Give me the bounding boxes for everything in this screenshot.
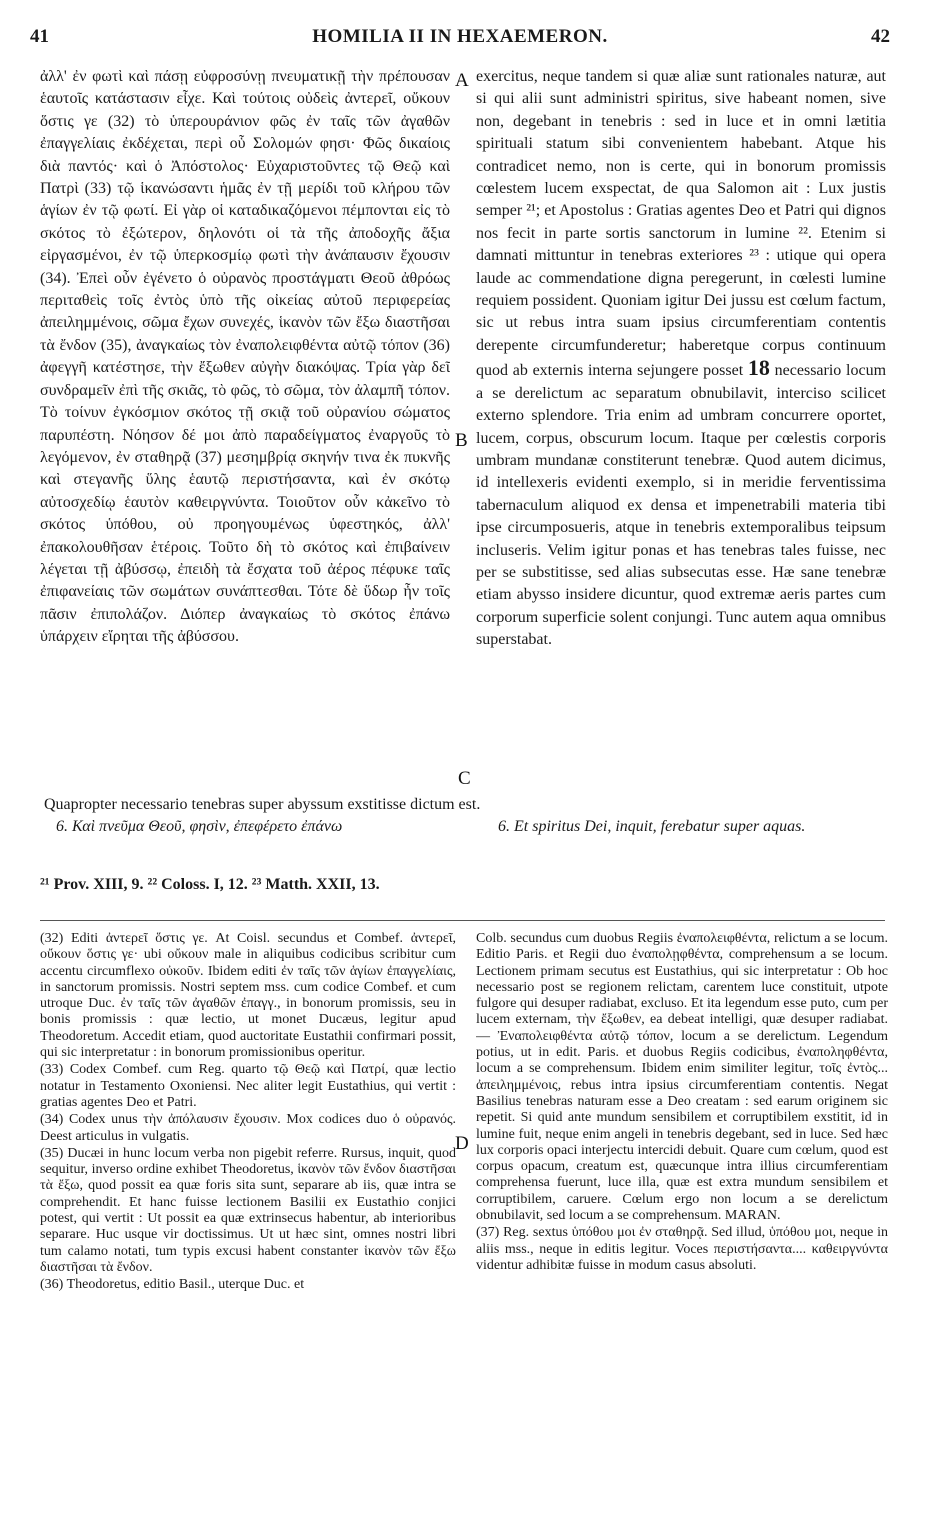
column-number-marker: 18 <box>747 355 770 381</box>
footnotes-right-column <box>476 931 888 1521</box>
footnotes-left-column <box>40 931 456 1521</box>
footnote: (32) Editi ἀντερεῖ ὅστις γε. At Coisl. secundus et Combef. ἀντερεῖ, οὔκουν ὅστις γε· ubi οὔκουν male in aliquibus codicibus scribitur cum accentu circumflexo οὐκοῦν. Ibidem editi ἐν ταῖς τῶν ἁγίων ἐπαγγελίαις, in sanctorum promissis. Nostri septem mss. cum codice Combef. et cum utroque Duc. ἐν ταῖς τῶν ἀγαθῶν ἐπαγγ., in bonorum promissis, seu in bonis promissis : quæ lectio, ut monet Ducæus, legitur apud Theodoretum. Accedit etiam, quod auctoritate Eustathii confirmari possit, qui sic interpretatur : in bonorum promissionibus operitur. <box>40 931 456 1061</box>
scripture-references: ²¹ Prov. XIII, 9. ²² Coloss. I, 12. ²³ Matth. XXII, 13. <box>40 876 380 893</box>
section-6-greek-text: 6. Καὶ πνεῦμα Θεοῦ, φησὶν, ἐπεφέρετο ἐπάνω <box>56 818 343 835</box>
latin-text-part-1: exercitus, neque tandem si quæ aliæ sunt rationales naturæ, aut si qui alii sunt administri spiritus, sive habeant nomen, sive non, degebant in tenebris : sed in luce et in omni lætitia spirituali statum sibi convenientem habebant. Atque his contradicet nemo, non is certe, qui in bonorum promissis cœlestem lucem exspectat, de qua Salomon ait : Lux justis semper ²¹; et Apostolus : Gratias agentes Deo et Patri qui dignos nos fecit in parte sortis sanctorum in lumine ²². Etenim si damnati mittuntur in tenebras exteriores ²³ : utique qui opera laude ac commendatione digna peregerunt, in cœlesti lumine requiem possident. Quoniam igitur Dei jussu est cœlum factum, sic ut rebus intra suam ipsius circumferentiam contentis derepente circumfunderetur; haberetque corpus continuum quod ab externis interna sejungere posset <box>476 68 886 380</box>
footnote-divider <box>40 920 885 921</box>
footnote: (33) Codex Combef. cum Reg. quarto τῷ Θεῷ καὶ Πατρί, quæ lectio notatur in Testamento Oxoniensi. Nec aliter legit Eustathius, qui vertit : gratias agentes Deo et Patri. <box>40 1062 456 1110</box>
footnote: (36) Theodoretus, editio Basil., uterque Duc. et <box>40 1277 305 1293</box>
margin-marker-a: A <box>455 70 469 91</box>
footnote: Colb. secundus cum duobus Regiis ἐναπολειφθέντα, relictum a se locum. Editio Paris. et Regii duo ἐναπολῃφθέντα, comprehensum a se locum. Lectionem primam secutus est Eustathius, qui sic interpretatur : Ob hoc necessario post se regionem relictam, carentem luce constituit, utpote fulgore qui desuper radiabat, excluso. Et ita legendum esse puto, cum per lucem externam, τὴν ἔξωθεν, ea debeat intelligi, quæ desuper radiabat. — Ἐναπολειφθέντα αὐτῷ τόπον, locum a se derelictum. Legendum potius, ut in edit. Paris. et duobus Regiis codicibus, ἐναποληφθέντα, locum a se comprehensum. Ibidem enim similiter legitur, τοῖς ἐντὸς... ἀπειλημμένοις, rebus intra ipsius circumferentiam contentis. Negat Basilius tenebras naturam esse a Deo creatam : sed earum originem sic repetit. Si quid ante mundum sensibilem et corruptibilem exstitit, id in lumine fuit, neque enim angeli in tenebris degebant, sed in luce. Sed hæc lux corporis opaci interjectu intercidi debuit. Quare cum cœlum, quod est corpus opacum, creatum est, quæcunque intra illius circumferentiam comprehensa fuerunt, luce illa, quæ est extra mundum sensibilem et corruptibilem, caruere. Cœlum ergo non locum a se derelictum obnubilavit, sed locum a se comprehensum. MARAN. <box>476 931 888 1224</box>
margin-marker-c: C <box>458 768 471 789</box>
greek-paragraph: ἀλλ' ἐν φωτὶ καὶ πάσῃ εὐφροσύνῃ πνευματικῇ τὴν πρέπουσαν ἑαυτοῖς κατάστασιν εἶχε. Καὶ τούτοις οὐδεὶς ἀντερεῖ, οὔκουν ὅστις γε (32) τὸ ὑπερουράνιον φῶς ἐν ταῖς τῶν ἀγαθῶν ἐπαγγελίαις ἐκδέχεται, περὶ οὗ Σολομών φησι· Φῶς δικαίοις διὰ παντός· καὶ ὁ Ἀπόστολος· Εὐχαριστοῦντες τῷ Θεῷ καὶ Πατρὶ (33) τῷ ἱκανώσαντι ἡμᾶς ἐν τῇ μερίδι τοῦ κλήρου τῶν ἁγίων ἐν τῷ φωτί. Εἰ γὰρ οἱ καταδικαζόμενοι πέμπονται εἰς τὸ σκότος τὸ ἐξώτερον, δηλονότι οἱ τὰ τῆς ἀποδοχῆς ἄξια εἰργασμένοι, ἐν τῷ ὑπερκοσμίῳ φωτὶ τὴν ἀνάπαυσιν ἔχουσιν (34). Ἐπεὶ οὖν ἐγένετο ὁ οὐρανὸς προστάγματι Θεοῦ ἀθρόως περιταθεὶς τοῖς ἐντὸς ὑπὸ τῆς οἰκείας αὐτοῦ περιφερείας ἀπειλημμένοις, σῶμα ἔχων συνεχές, ἱκανὸν τῶν ἔξω διαστῆσαι τὰ ἔνδον (35), ἀναγκαίως τὸν ἐναπολειφθέντα αὐτῷ τόπον (36) ἀφεγγῆ κατέστησε, τὴν ἔξωθεν αὐγὴν διακόψας. Τρία γὰρ δεῖ συνδραμεῖν ἐπὶ τῆς σκιᾶς, τὸ φῶς, τὸ σῶμα, τὸν ἀλαμπῆ τόπον. Τὸ τοίνυν ἐγκόσμιον σκότος τῇ σκιᾷ τοῦ οὐρανίου σώματος παρυπέστη. Νόησον δέ μοι ἀπὸ παραδείγματος ἐναργοῦς τὸ λεγόμενον, ἐν σταθηρᾷ (37) μεσημβρίᾳ σκηνήν τινα ἐκ πυκνῆς καὶ στεγανῆς ὕλης ἑαυτῷ περιστήσαντα, καὶ ἐν σκότῳ αὐτοσχεδίῳ ἑαυτὸν καθειργνύντα. Τοιοῦτον οὖν κἀκεῖνο τὸ σκότος ὑπόθου, οὐ προηγουμένως ὑφεστηκός, ἀλλ' ἐπακολουθῆσαν ἑτέροις. Τοῦτο δὴ τὸ σκότος καὶ ἐπιβαίνειν λέγεται τῇ ἀβύσσῳ, ἐπειδὴ τὰ ἔσχατα τοῦ ἀέρος πέφυκε ταῖς ἐπιφανείαις τῶν σωμάτων συνάπτεσθαι. Τότε δὲ ὕδωρ ἦν τοῖς πᾶσιν ἐπιπολάζον. Διόπερ ἀναγκαίως τὸ σκότος ἐπάνω ὑπάρχειν εἴρηται τῆς ἀβύσσου. <box>40 68 450 646</box>
page-number-left: 41 <box>30 26 49 47</box>
latin-spanning-line: Quapropter necessario tenebras super abyssum exstitisse dictum est. <box>44 796 481 813</box>
footnote: (37) Reg. sextus ὑπόθου μοι ἐν σταθηρᾷ. Sed illud, ὑπόθου μοι, neque in aliis mss., neque in editis legitur. Voces περιστήσαντα.... καθειργνύντα videntur adhibitæ fuisse in modum casus absoluti. <box>476 1225 888 1273</box>
page-title: HOMILIA II IN HEXAEMERON. <box>312 26 608 47</box>
footnote: (35) Ducæi in hunc locum verba non pigebit referre. Rursus, inquit, quod sequitur, inverso ordine exhibet Theodoretus, ἱκανὸν τῶν ἔνδον διαστῆσαι τὰ ἔξω, quod possit ea quæ foris sita sunt, separare ab iis, quæ intra se comprehendit. Et hanc fuisse lectionem Basilii ex Eustathio conjici potest, qui vertit : Ut possit ea quæ extrinsecus habentur, ab interioribus separare. Huc usque vir doctissimus. Ut ut hæc sint, omnes nostri libri tum calamo notati, tum typis excusi habent constanter ἱκανὸν τῶν ἔξω διαστῆσαι τὰ ἔνδον. <box>40 1145 456 1275</box>
section-6-latin <box>498 816 898 838</box>
greek-text-column <box>40 66 450 796</box>
margin-marker-b: B <box>455 430 468 451</box>
latin-text-column <box>476 66 886 796</box>
section-6-latin-text: 6. Et spiritus Dei, inquit, ferebatur super aquas. <box>498 818 806 835</box>
running-header <box>30 26 890 56</box>
footnote: (34) Codex unus τὴν ἀπόλαυσιν ἔχουσιν. Mox codices duo ὁ οὐρανός. Deest articulus in vulgatis. <box>40 1112 456 1144</box>
latin-paragraph <box>476 66 886 652</box>
latin-text-part-2: necessario locum a se derelictum ac separatum obnubilavit, interciso scilicet externo splendore. Tria enim ad umbram concurrere oportet, lucem, corpus, obscurum locum. Itaque per cœlestis corporis umbram mundanæ constiterunt tenebræ. Quod autem dicimus, id intellexeris evidenti exemplo, si in meridie ferventissima tabernaculum aliquod ex densa et impenetrabili materia tibi ipse circumposueris, atque in tenebris extemporalibus teipsum incluseris. Velim igitur ponas et has tenebras tales fuisse, nec per se substitisse, sed alias subsecutas esse. Hæ sane tenebræ etiam abysso insidere dicuntur, quod extremæ aeris partes cum corporum superficie solent conjungi. Tunc autem aqua omnibus superstabat. <box>476 362 886 649</box>
page-number-right: 42 <box>871 26 890 47</box>
margin-marker-d: D <box>455 1133 469 1154</box>
section-6-greek <box>56 816 456 838</box>
